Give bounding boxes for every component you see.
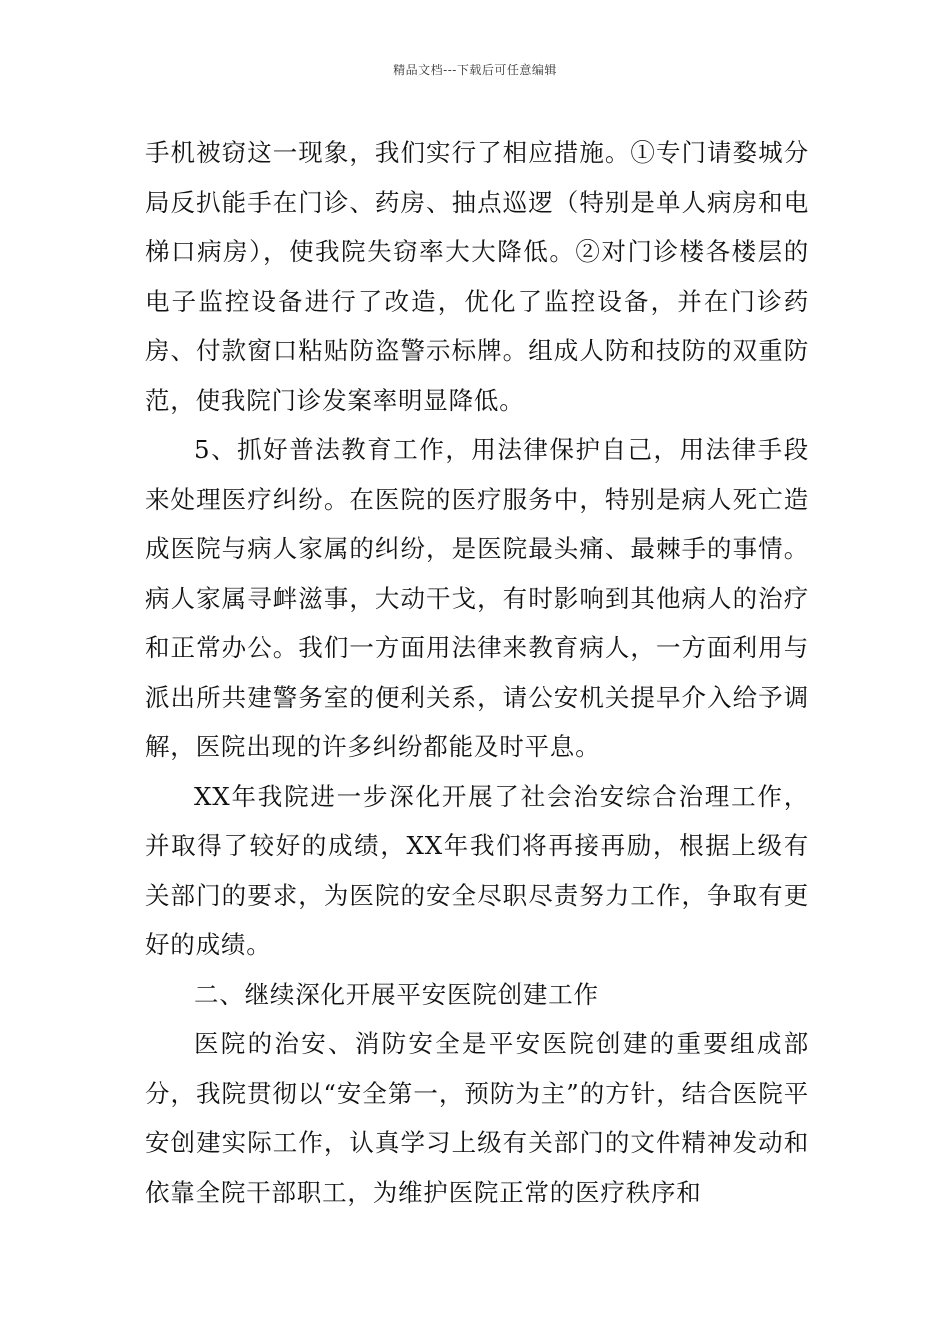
- document-body: [145, 128, 809, 1217]
- paragraph-annual-summary: XX年我院进一步深化开展了社会治安综合治理工作，并取得了较好的成绩，XX年我们将再接再励，根据上级有关部门的要求，为医院的安全尽职尽责努力工作，争取有更好的成绩。: [145, 781, 809, 959]
- page-header: 精品文档---下载后可任意编辑: [393, 63, 557, 77]
- paragraph-legal-education: 5、抓好普法教育工作，用法律保护自己，用法律手段来处理医疗纠纷。在医院的医疗服务中，特别是病人死亡造成医院与病人家属的纠纷，是医院最头痛、最棘手的事情。病人家属寻衅滋事，大动干戈，有时影响到其他病人的治疗和正常办公。我们一方面用法律来教育病人，一方面利用与派出所共建警务室的便利关系，请公安机关提早介入给予调解，医院出现的许多纠纷都能及时平息。: [145, 435, 809, 761]
- section-heading: 二、继续深化开展平安医院创建工作: [194, 979, 599, 1009]
- paragraph-theft-measures: 手机被窃这一现象，我们实行了相应措施。①专门请婺城分局反扒能手在门诊、药房、抽点巡逻（特别是单人病房和电梯口病房），使我院失窃率大大降低。②对门诊楼各楼层的电子监控设备进行了改造，优化了监控设备，并在门诊药房、付款窗口粘贴防盗警示标牌。组成人防和技防的双重防范，使我院门诊发案率明显降低。: [145, 138, 809, 415]
- paragraph-safe-hospital: 医院的治安、消防安全是平安医院创建的重要组成部分，我院贯彻以“安全第一，预防为主”的方针，结合医院平安创建实际工作，认真学习上级有关部门的文件精神发动和依靠全院干部职工，为维护医院正常的医疗秩序和: [145, 1029, 809, 1207]
